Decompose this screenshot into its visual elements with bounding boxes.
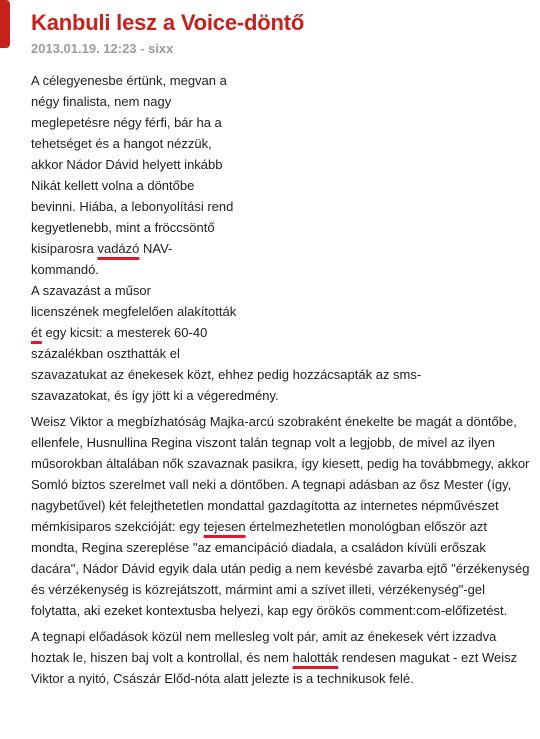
paragraph-1-line: A célegyenesbe értünk, megvan a xyxy=(31,73,227,88)
paragraph-2-line: százalékban oszthatták el xyxy=(31,346,180,361)
paragraph-2-line: A szavazást a műsor xyxy=(31,283,151,298)
paragraph-1-line: kegyetlenebb, mint a fröccsöntő xyxy=(31,220,215,235)
misspelling-highlight: ét xyxy=(31,325,42,340)
paragraph-1-line: akkor Nádor Dávid helyett inkább xyxy=(31,157,223,172)
paragraph-2-text: egy kicsit: a mesterek 60-40 xyxy=(41,325,208,340)
misspelling-highlight: halották xyxy=(292,650,339,665)
post-body xyxy=(31,70,531,689)
paragraph-1-text: NAV- xyxy=(139,241,173,256)
paragraph-2-line: szavazatokat, és így jött ki a végeredmény. xyxy=(31,388,279,403)
paragraph-4-text: rendesen magukat - ezt Weisz Viktor a nyitó, Császár Előd-nóta alatt jelezte is a technikusok felé. xyxy=(31,650,518,686)
paragraph-1-line: Nikát kellett volna a döntőbe xyxy=(31,178,195,193)
paragraph-1 xyxy=(31,70,531,406)
post-title[interactable]: Kanbuli lesz a Voice-döntő xyxy=(31,10,305,35)
post-meta: 2013.01.19. 12:23 - sixx xyxy=(31,41,174,56)
paragraph-2-line: szavazatukat az énekesek közt, ehhez pedig hozzácsapták az sms- xyxy=(31,367,422,382)
paragraph-4 xyxy=(31,626,531,689)
paragraph-4-text: A tegnapi előadások közül nem mellesleg volt pár, amit az énekesek vért izzadva hoztak le, hiszen baj volt a kontrollal, és nem xyxy=(31,629,497,665)
misspelling-highlight: tejesen xyxy=(203,519,246,534)
paragraph-3-text: értelmezhetetlen monológban először azt mondta, Regina szereplése "az emancipáció diadala, a családon kívüli erőszak dacára", Nádor Dávid egyik dala után pedig a nem kevésbé zavarba ejtő "érzékenység és vérzékenység is közrejátszott, mármint ami a szívet illeti, vérzékenység"-gel folytatta, aki ezeket kontextusba helyezi, kap egy örökös comment:com-előfizetést. xyxy=(31,519,530,618)
paragraph-3-text: Weisz Viktor a megbízhatóság Majka-arcú szobraként énekelte be magát a döntőbe, ellenfele, Husnullina Regina viszont talán tegnap volt a legjobb, de mivel az ilyen műsorokban általában nők szavaznak pasikra, így kiesett, pedig ha továbbmegy, akkor Somló biztos szerelmet vall neki a döntőben. A tegnapi adásban az ősz Mester (így, nagybetűvel) két felejthetetlen mondattal gazdagította az internetes népművészet mémkisiparos szekcióját: egy xyxy=(31,414,530,534)
paragraph-1-line: négy finalista, nem nagy xyxy=(31,94,172,109)
paragraph-1-line: meglepetésre négy férfi, bár ha a xyxy=(31,115,222,130)
paragraph-1-line: bevinni. Hiába, a lebonyolítási rend xyxy=(31,199,234,214)
misspelling-highlight: vadázó xyxy=(97,241,140,256)
paragraph-2-line: licenszének megfelelően alakították xyxy=(31,304,237,319)
title-accent-bar xyxy=(0,0,10,48)
paragraph-3 xyxy=(31,411,531,621)
paragraph-1-text: kisiparosra xyxy=(31,241,98,256)
paragraph-1-line: kommandó. xyxy=(31,262,99,277)
paragraph-1-line: tehetséget és a hangot nézzük, xyxy=(31,136,212,151)
blog-post xyxy=(31,8,531,694)
